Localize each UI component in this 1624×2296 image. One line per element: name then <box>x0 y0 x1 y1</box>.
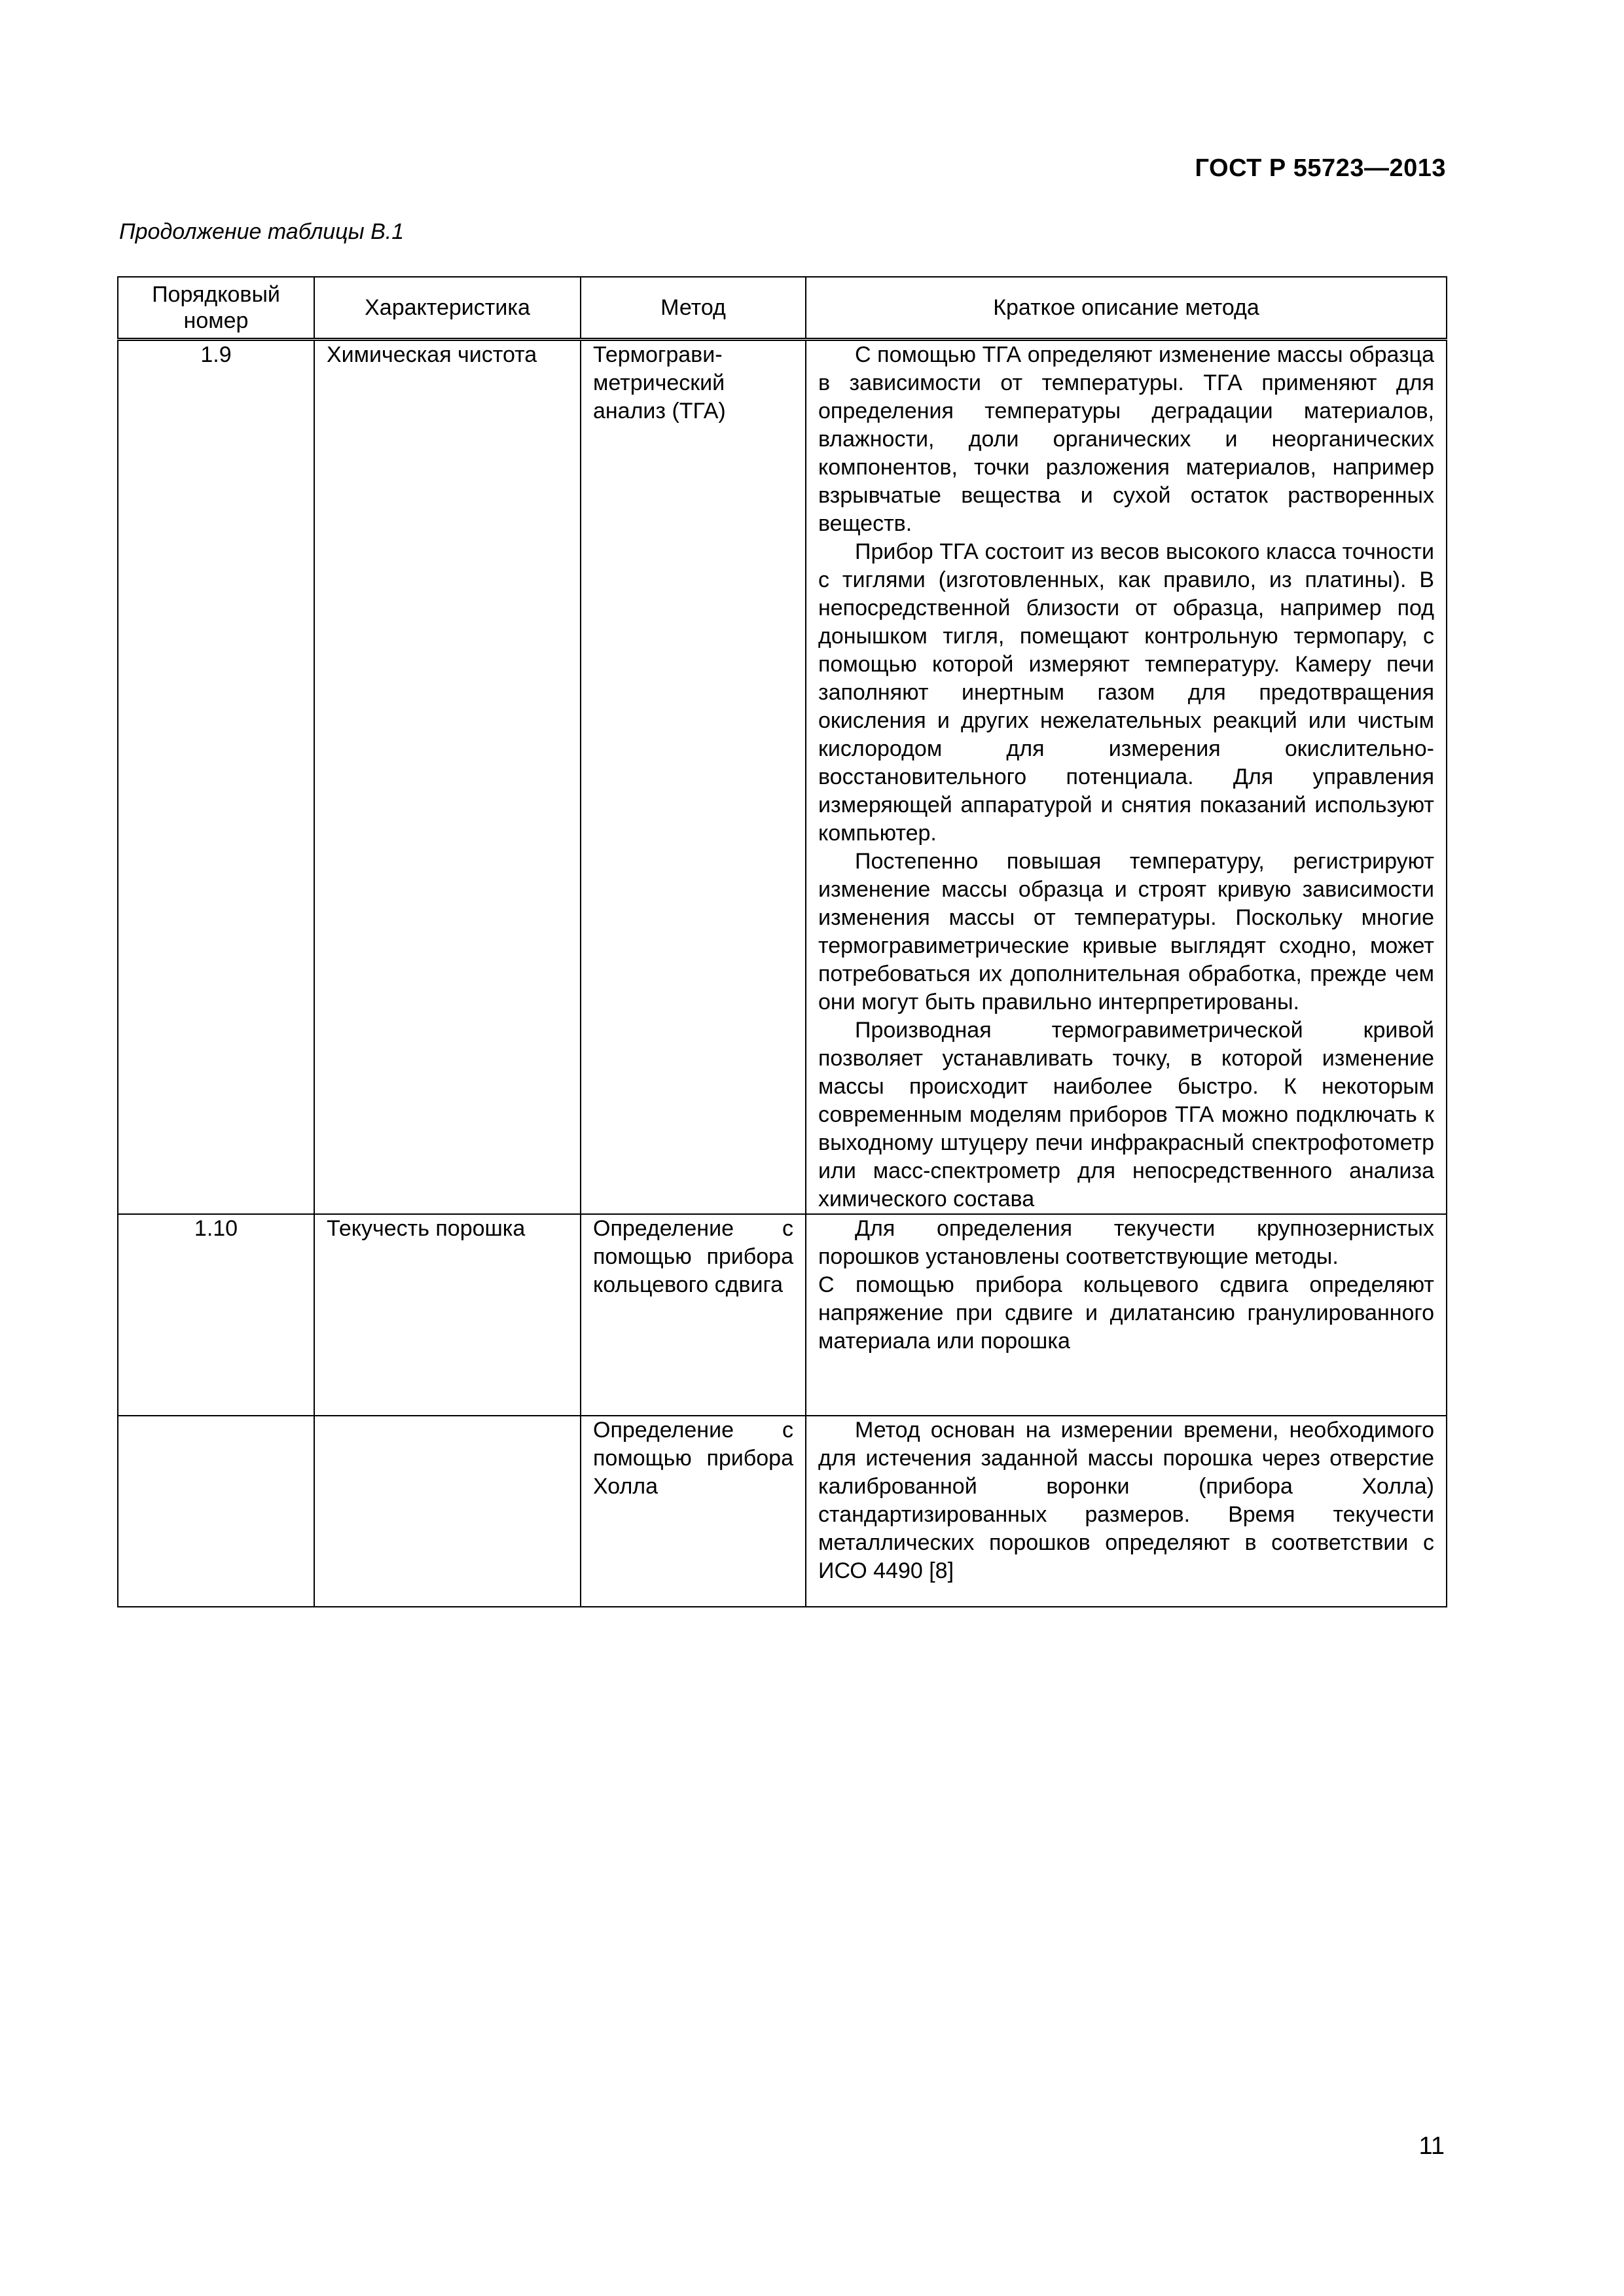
row-number: 1.10 <box>118 1214 314 1416</box>
column-header-characteristic: Характеристика <box>314 277 581 340</box>
row-characteristic <box>314 1416 581 1607</box>
row-number <box>118 1416 314 1607</box>
table-row <box>118 1416 1447 1607</box>
description-paragraph: Постепенно повышая температуру, регистрируют изменение массы образца и строят кривую зависимости изменения массы от температуры. Поскольку многие термогравиметрические кривые выглядят сходно, может потребоваться их дополнительная обработка, прежде чем они могут быть правильно интерпретированы. <box>818 849 1434 1014</box>
description-paragraph: Прибор ТГА состоит из весов высокого класса точности с тиглями (изготовленных, как правило, из платины). В непосредственной близости от образца, например под донышком тигля, помещают контрольную термопару, с помощью которой измеряют температуру. Камеру печи заполняют инертным газом для предотвращения окисления и других нежелательных реакций или чистым кислородом для измерения окислительно-восстановительного потенциала. Для управления измеряющей аппаратурой и снятия показаний используют компьютер. <box>818 539 1434 846</box>
table-row <box>118 1214 1447 1416</box>
description-paragraph: Для определения текучести крупнозернистых порошков установлены соответствующие методы. <box>818 1216 1434 1269</box>
row-description <box>806 340 1447 1215</box>
column-header-method: Метод <box>581 277 806 340</box>
methods-table <box>117 276 1447 1607</box>
row-method: Определение с помощью прибора кольцевого сдвига <box>581 1214 806 1416</box>
description-paragraph: С помощью ТГА определяют изменение массы образца в зависимости от температуры. ТГА применяют для определения температуры деградации материалов, влажности, доли органических и неорганических компонентов, точки разложения материалов, например взрывчатые вещества и сухой остаток растворенных веществ. <box>818 342 1434 536</box>
row-characteristic: Текучесть порошка <box>314 1214 581 1416</box>
row-description <box>806 1214 1447 1416</box>
row-method: Определение с помощью прибора Холла <box>581 1416 806 1607</box>
table-header-row <box>118 277 1447 340</box>
table-continuation-label: Продолжение таблицы В.1 <box>119 219 405 244</box>
description-paragraph: С помощью прибора кольцевого сдвига определяют напряжение при сдвиге и дилатансию гранулированного материала или порошка <box>818 1272 1434 1354</box>
row-description <box>806 1416 1447 1607</box>
page-number: 11 <box>1418 2132 1445 2160</box>
table-row <box>118 340 1447 1215</box>
column-header-description: Краткое описание метода <box>806 277 1447 340</box>
document-code: ГОСТ Р 55723—2013 <box>1195 154 1446 182</box>
column-header-number: Порядковый номер <box>118 277 314 340</box>
row-characteristic: Химическая чистота <box>314 340 581 1215</box>
row-number: 1.9 <box>118 340 314 1215</box>
row-method: Термогравиметрический анализ (ТГА) <box>581 340 806 1215</box>
description-paragraph: Метод основан на измерении времени, необходимого для истечения заданной массы порошка через отверстие калиброванной воронки (прибора Холла) стандартизированных размеров. Время текучести металлических порошков определяют в соответствии с ИСО 4490 [8] <box>818 1418 1434 1583</box>
description-paragraph: Производная термогравиметрической кривой позволяет устанавливать точку, в которой изменение массы происходит наиболее быстро. К некоторым современным моделям приборов ТГА можно подключать к выходному штуцеру печи инфракрасный спектрофотометр или масс-спектрометр для непосредственного анализа химического состава <box>818 1018 1434 1211</box>
